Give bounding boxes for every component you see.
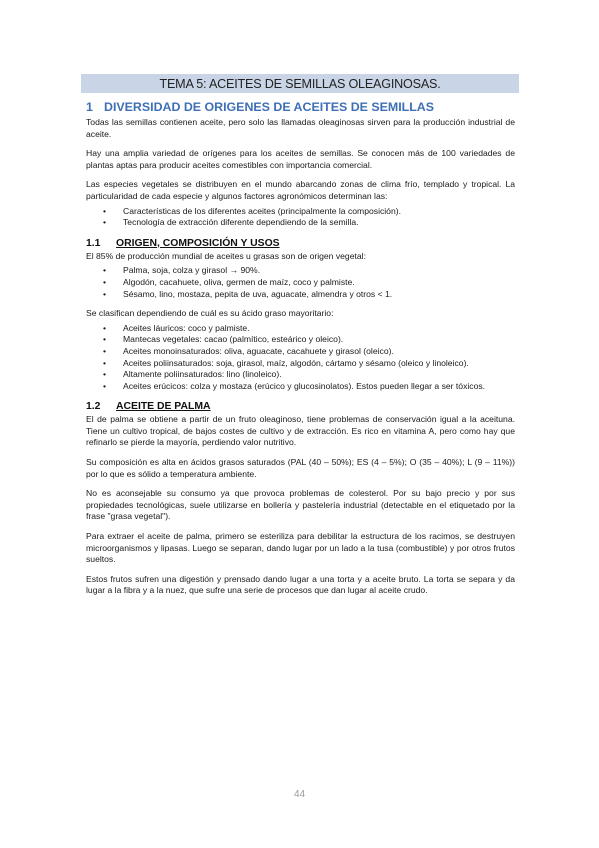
list-item: • Sésamo, lino, mostaza, pepita de uva, aguacate, almendra y otros < 1. <box>86 289 515 301</box>
bullet-list <box>86 265 515 300</box>
section-1-title: DIVERSIDAD DE ORIGENES DE ACEITES DE SEMILLAS <box>104 100 435 114</box>
list-item: • Aceites erúcicos: colza y mostaza (erúcico y glucosinolatos). Estos pueden llegar a ser tóxicos. <box>86 381 515 393</box>
list-item: • Palma, soja, colza y girasol → 90%. <box>86 265 515 277</box>
section-1-heading <box>86 100 515 114</box>
paragraph: El 85% de producción mundial de aceites u grasas son de origen vegetal: <box>86 250 366 261</box>
section-1-2-heading <box>86 401 515 412</box>
page-content <box>86 100 515 605</box>
section-1-1-heading <box>86 238 515 249</box>
paragraph: Las especies vegetales se distribuyen en el mundo abarcando zonas de clima frío, templado y tropical. La particularidad de cada especie y algunos factores agronómicos determinan las: <box>86 179 515 201</box>
section-1-1-title: ORIGEN, COMPOSICIÓN Y USOS <box>116 237 280 249</box>
section-1-number: 1 <box>86 100 93 114</box>
list-item: • Aceites poliinsaturados: soja, girasol, maíz, algodón, cártamo y sésamo (oleico y linoleico). <box>86 358 515 370</box>
paragraph: Para extraer el aceite de palma, primero se esteriliza para debilitar la estructura de los racimos, se destruyen microorganismos y lipasas. Luego se separan, dando lugar por un lado a la tusa (combustible) y por otros frutos sueltos. <box>86 531 515 565</box>
paragraph: Estos frutos sufren una digestión y prensado dando lugar a una torta y a aceite bruto. La torta se separa y da lugar a la fibra y a la nuez, que sufre una serie de procesos que dan lugar al aceite crudo. <box>86 573 515 596</box>
paragraph: Se clasifican dependiendo de cuál es su ácido graso mayoritario: <box>86 308 334 319</box>
list-item: • Aceites monoinsaturados: oliva, aguacate, cacahuete y girasol (oleico). <box>86 346 515 358</box>
list-item: • Aceites láuricos: coco y palmiste. <box>86 323 515 335</box>
paragraph: Todas las semillas contienen aceite, pero solo las llamadas oleaginosas sirven para la producción industrial de aceite. <box>86 117 515 139</box>
bullet-list <box>86 323 515 393</box>
chapter-title-banner: TEMA 5: ACEITES DE SEMILLAS OLEAGINOSAS. <box>81 74 519 93</box>
list-item: • Características de los diferentes aceites (principalmente la composición). <box>86 206 515 218</box>
list-item: • Tecnología de extracción diferente dependiendo de la semilla. <box>86 217 515 229</box>
list-item: • Algodón, cacahuete, oliva, germen de maíz, coco y palmiste. <box>86 277 515 289</box>
section-1-2-title: ACEITE DE PALMA <box>116 401 211 413</box>
paragraph: El de palma se obtiene a partir de un fruto oleaginoso, tiene problemas de conservación igual a la aceituna. Tiene un cultivo tropical, de bajos costes de cultivo y de extracción. Es rico en vitamina A, pero como hay que refinarlo se pierde la mayoría, perdiendo valor nutritivo. <box>86 414 515 448</box>
page-number: 44 <box>293 789 306 800</box>
paragraph: Su composición es alta en ácidos grasos saturados (PAL (40 – 50%); ES (4 – 5%); O (35 – 40%); L (9 – 11%)) por lo que es sólido a temperatura ambiente. <box>86 457 515 479</box>
paragraph: No es aconsejable su consumo ya que provoca problemas de colesterol. Por su bajo precio y por sus propiedades tecnológicas, suele utilizarse en bollería y pastelería industrial (detectable en el etiquetado por la frase "grasa vegetal"). <box>86 488 515 522</box>
section-1-1-number: 1.1 <box>86 237 101 249</box>
list-item: • Mantecas vegetales: cacao (palmítico, esteárico y oleico). <box>86 334 515 346</box>
list-item: • Altamente poliinsaturados: lino (linoleico). <box>86 369 515 381</box>
paragraph: Hay una amplia variedad de orígenes para los aceites de semillas. Se conocen más de 100 variedades de plantas aptas para producir aceites comestibles con importancia comercial. <box>86 148 515 170</box>
bullet-list <box>86 206 515 229</box>
section-1-2-number: 1.2 <box>86 401 101 413</box>
